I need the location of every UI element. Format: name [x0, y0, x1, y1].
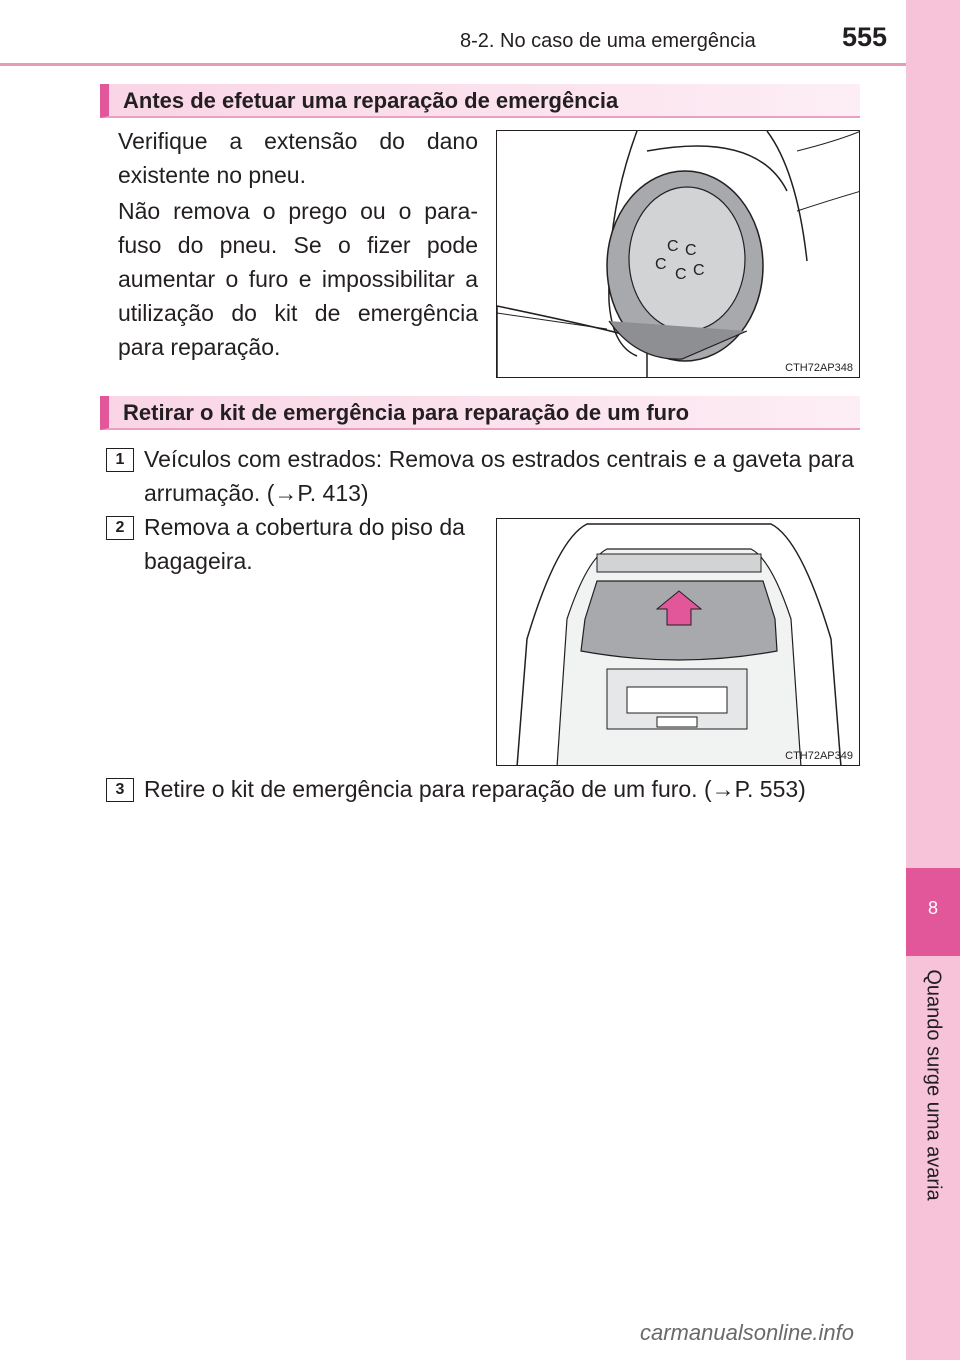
paragraph-check-damage: Verifique a extensão do dano existente no pneu.	[118, 128, 478, 188]
chapter-number-badge: 8	[906, 868, 960, 956]
section-heading-label: Retirar o kit de emergência para reparação de um furo	[123, 400, 690, 425]
step-number-badge: 1	[106, 448, 134, 472]
paragraph-do-not-remove-nail: Não remova o prego ou o para-fuso do pneu. Se o fizer pode aumentar o furo e impossibilitar a utilização do kit de emergência para reparação.	[118, 198, 478, 360]
svg-text:C: C	[667, 238, 679, 255]
step-number-badge: 2	[106, 516, 134, 540]
figure-code: CTH72AP349	[785, 750, 853, 762]
tire-image	[497, 131, 860, 378]
figure-code: CTH72AP348	[785, 362, 853, 374]
trunk-image	[497, 519, 860, 766]
section-heading-before-repair	[100, 84, 860, 118]
step-text: Retire o kit de emergência para reparação de um furo. (→P. 553)	[144, 776, 806, 802]
svg-text:C: C	[675, 266, 687, 283]
section-heading-label: Antes de efetuar uma reparação de emergência	[123, 88, 619, 113]
section-heading-remove-kit	[100, 396, 860, 430]
svg-text:C: C	[693, 262, 705, 279]
step-text: Remova a cobertura do piso da bagageira.	[144, 514, 465, 574]
header-rule	[0, 63, 906, 66]
svg-text:C: C	[685, 242, 697, 259]
page-number: 555	[842, 22, 888, 52]
svg-text:C: C	[655, 256, 667, 273]
figure-trunk-illustration	[496, 518, 860, 766]
running-header: 8-2. No caso de uma emergência	[460, 30, 756, 52]
step-text: Veículos com estrados: Remova os estrados centrais e a gaveta para arrumação. (→P. 413)	[144, 446, 854, 506]
watermark: carmanualsonline.info	[640, 1320, 855, 1345]
figure-tire-illustration	[496, 130, 860, 378]
chapter-title: Quando surge uma avaria	[922, 969, 945, 1201]
step-number-badge: 3	[106, 778, 134, 802]
